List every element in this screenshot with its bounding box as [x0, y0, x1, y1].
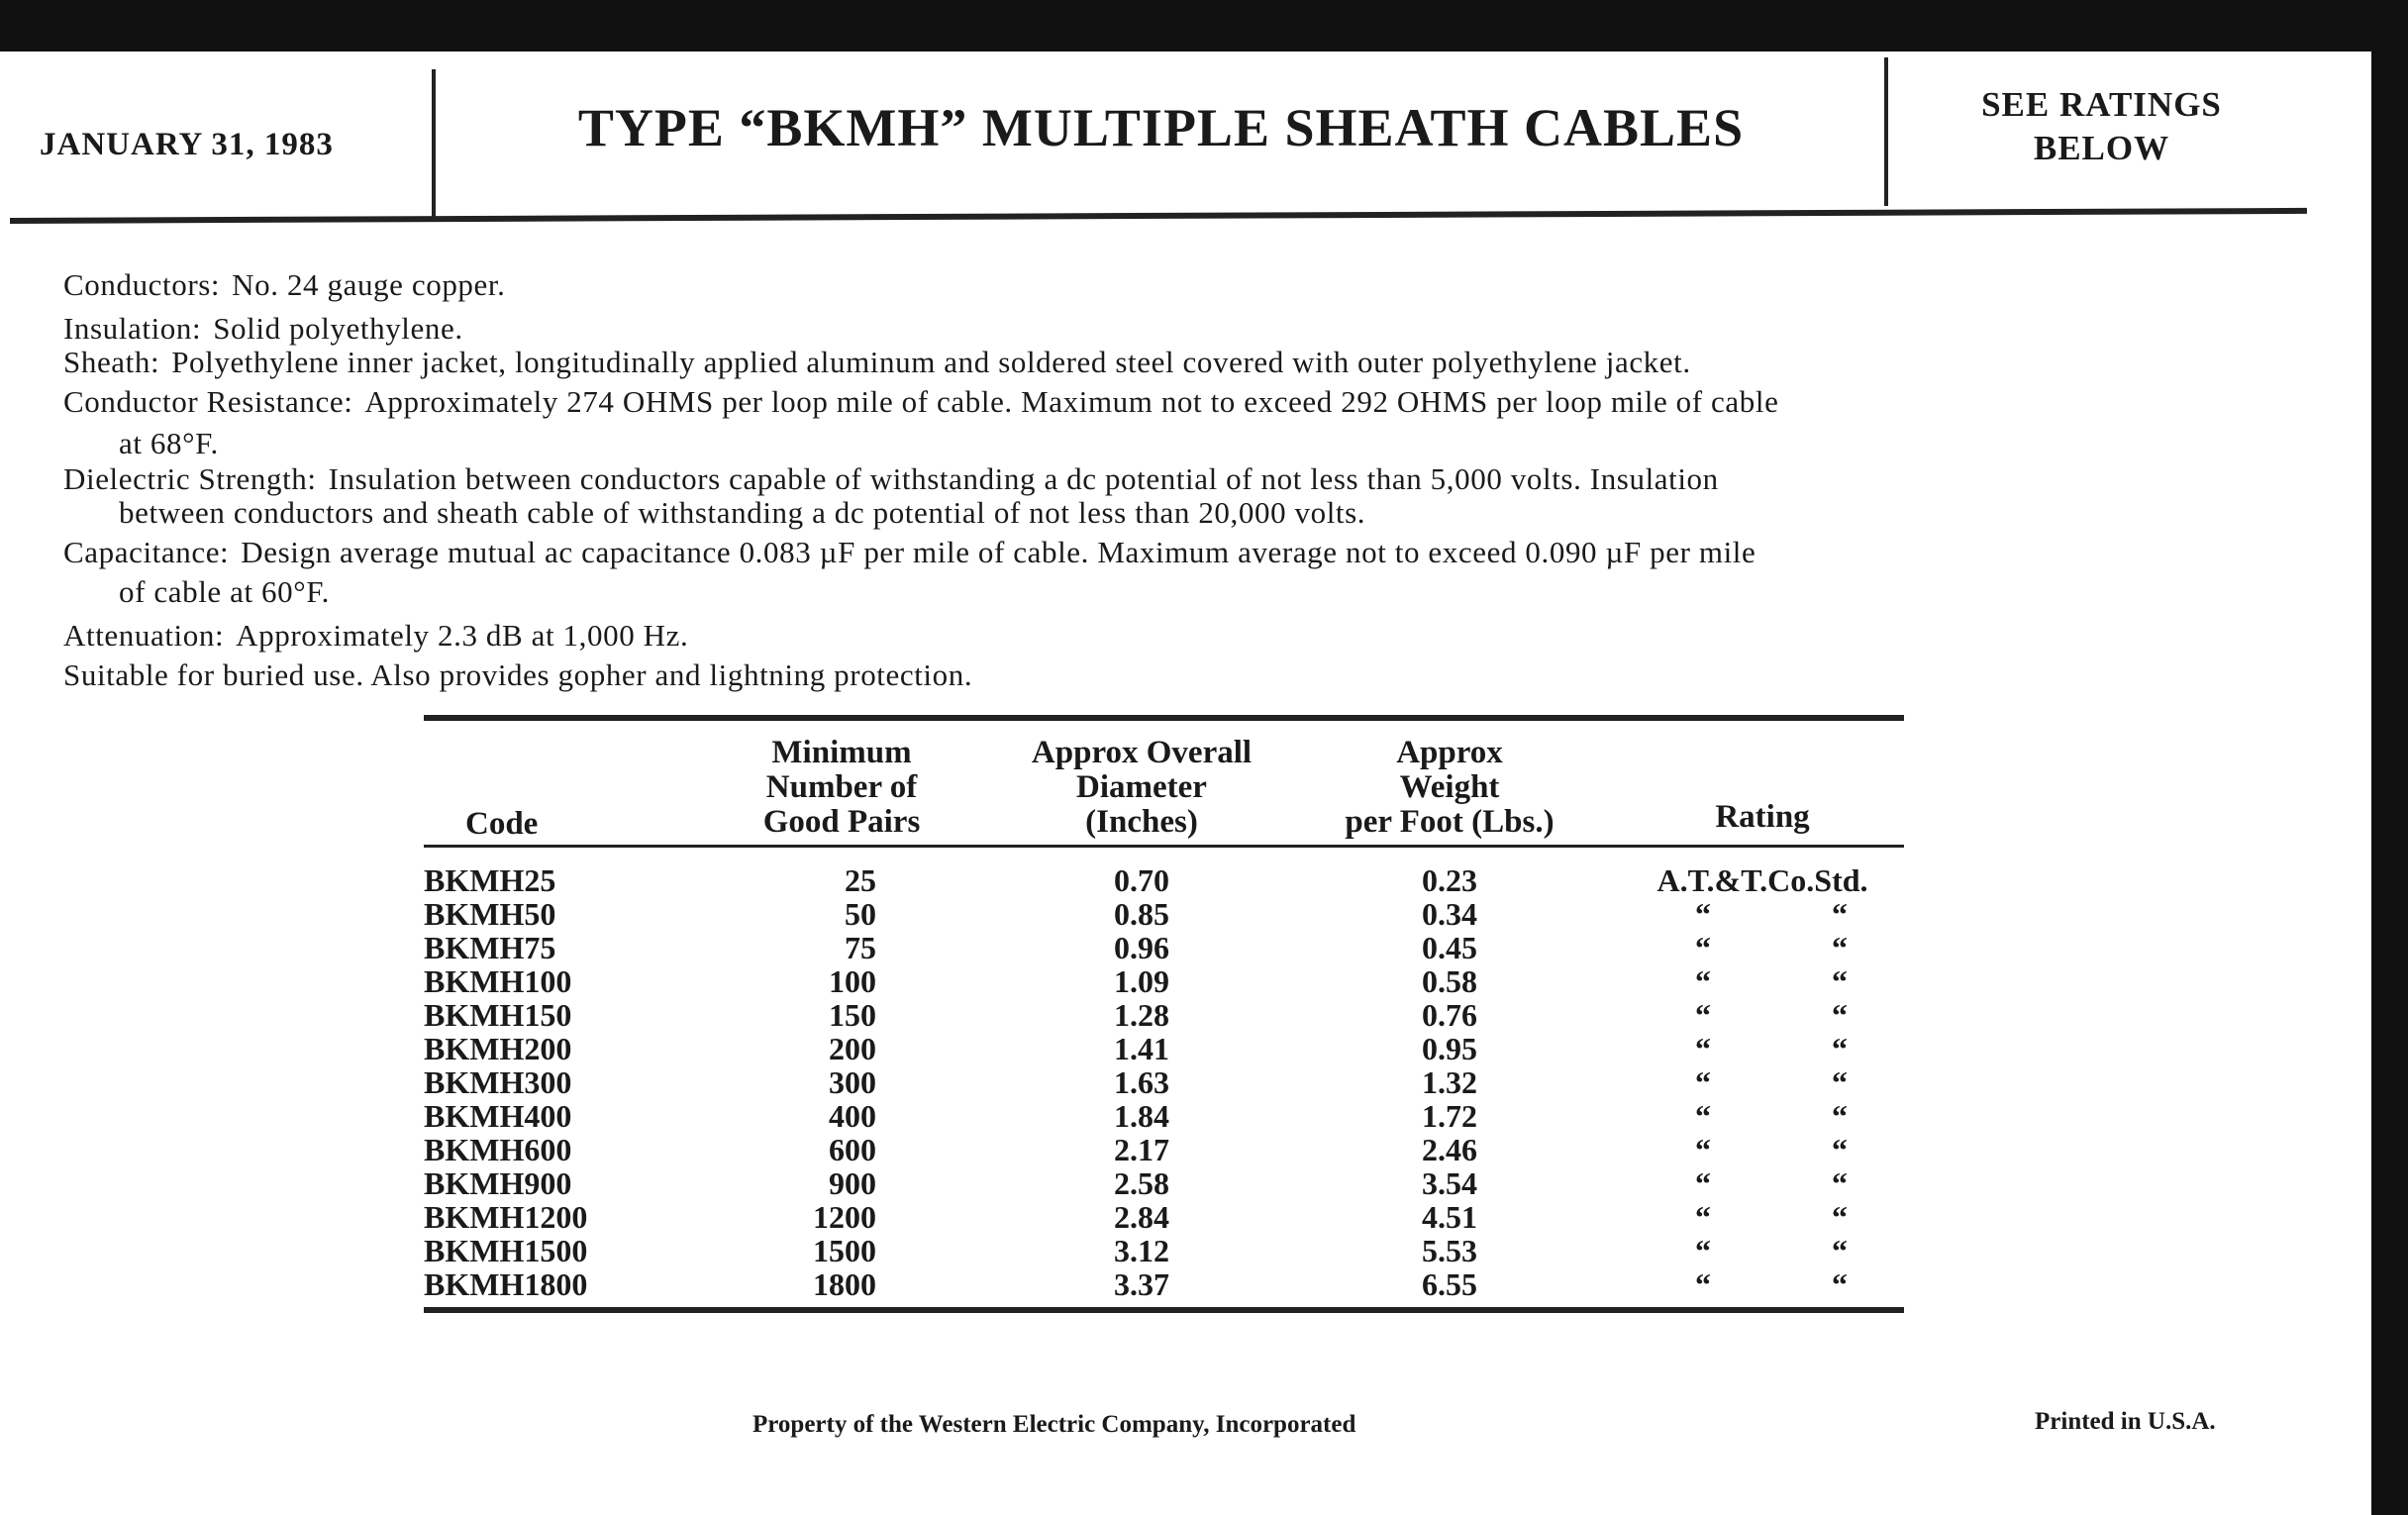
cell-rating-ditto: “: [1832, 1266, 1848, 1302]
spec-label: Capacitance:: [63, 535, 230, 569]
ratings-note-line: SEE RATINGS: [1981, 85, 2222, 124]
cell-rating-ditto: “: [1832, 963, 1848, 999]
cell-weight: 2.46: [1422, 1132, 1477, 1167]
cell-rating-ditto: “: [1832, 1031, 1848, 1066]
spec-label: Conductors:: [63, 267, 221, 302]
cell-pairs: 50: [845, 896, 876, 932]
cell-pairs: 1500: [813, 1233, 876, 1268]
header-line: Approx: [1396, 735, 1503, 770]
cell-code: BKMH400: [424, 1098, 572, 1134]
cell-rating-ditto: “: [1695, 1031, 1711, 1066]
cell-code: BKMH1200: [424, 1199, 588, 1235]
property-notice: Property of the Western Electric Company, Incorporated: [752, 1411, 1356, 1438]
cell-pairs: 150: [829, 997, 876, 1033]
cell-rating-ditto: “: [1695, 997, 1711, 1033]
cell-rating-ditto: “: [1695, 1132, 1711, 1167]
cell-code: BKMH200: [424, 1031, 572, 1066]
spec-text: Approximately 2.3 dB at 1,000 Hz.: [236, 618, 689, 653]
spec-line: [63, 345, 1691, 380]
cell-diameter: 2.84: [1114, 1199, 1169, 1235]
cell-rating-ditto: “: [1695, 1199, 1711, 1235]
spec-label: Insulation:: [63, 311, 202, 346]
cell-rating-ditto: “: [1832, 997, 1848, 1033]
header-divider: [1884, 57, 1888, 206]
cell-weight: 1.32: [1422, 1064, 1477, 1100]
spec-text: Solid polyethylene.: [213, 311, 463, 346]
cell-code: BKMH25: [424, 862, 556, 898]
col-header-code: Code: [465, 806, 539, 842]
cell-rating-ditto: “: [1832, 1165, 1848, 1201]
document-title: TYPE “BKMH” MULTIPLE SHEATH CABLES: [577, 98, 1745, 157]
cell-pairs: 400: [829, 1098, 876, 1134]
cell-pairs: 75: [845, 930, 876, 965]
spec-label: Conductor Resistance:: [63, 384, 353, 419]
scan-border-top: [0, 0, 2408, 51]
cell-diameter: 1.09: [1114, 963, 1169, 999]
spec-line: [63, 535, 1756, 570]
cell-pairs: 900: [829, 1165, 876, 1201]
cell-rating-ditto: “: [1695, 1098, 1711, 1134]
cell-diameter: 0.70: [1114, 862, 1169, 898]
cell-rating-ditto: “: [1695, 963, 1711, 999]
scan-border-right: [2371, 0, 2408, 1515]
cell-rating: A.T.&T.Co.Std.: [1656, 862, 1868, 898]
cell-pairs: 25: [845, 862, 876, 898]
cell-rating-ditto: “: [1695, 1233, 1711, 1268]
cell-code: BKMH600: [424, 1132, 572, 1167]
col-header-rating: Rating: [1715, 799, 1810, 835]
col-header-diameter: [993, 736, 1290, 840]
cell-diameter: 3.12: [1114, 1233, 1169, 1268]
col-header-pairs: [723, 736, 960, 840]
cell-diameter: 1.63: [1114, 1064, 1169, 1100]
cell-diameter: 0.96: [1114, 930, 1169, 965]
spec-text: Suitable for buried use. Also provides gopher and lightning protection.: [63, 657, 973, 692]
cell-diameter: 3.37: [1114, 1266, 1169, 1302]
cell-code: BKMH75: [424, 930, 556, 965]
spec-text: No. 24 gauge copper.: [232, 267, 506, 302]
spec-continuation: at 68°F.: [119, 426, 219, 460]
cell-weight: 4.51: [1422, 1199, 1477, 1235]
cell-rating-ditto: “: [1695, 1064, 1711, 1100]
cell-weight: 3.54: [1422, 1165, 1477, 1201]
header-line: Diameter: [1076, 769, 1207, 805]
cell-diameter: 2.58: [1114, 1165, 1169, 1201]
cell-diameter: 1.28: [1114, 997, 1169, 1033]
header-line: Approx Overall: [1031, 735, 1253, 770]
cell-pairs: 600: [829, 1132, 876, 1167]
cell-code: BKMH100: [424, 963, 572, 999]
spec-line: [63, 311, 463, 347]
cell-weight: 0.76: [1422, 997, 1477, 1033]
spec-line: [63, 461, 1719, 497]
cell-pairs: 1200: [813, 1199, 876, 1235]
table-top-rule: [424, 715, 1904, 721]
spec-line: [63, 384, 1778, 420]
cell-code: BKMH50: [424, 896, 556, 932]
cell-diameter: 1.84: [1114, 1098, 1169, 1134]
cell-pairs: 300: [829, 1064, 876, 1100]
spec-text: Polyethylene inner jacket, longitudinally applied aluminum and soldered steel covered with outer polyethylene jacket.: [171, 345, 1691, 379]
spec-continuation: of cable at 60°F.: [119, 574, 330, 609]
cell-code: BKMH150: [424, 997, 572, 1033]
cell-pairs: 200: [829, 1031, 876, 1066]
cell-rating-ditto: “: [1832, 1199, 1848, 1235]
cell-rating-ditto: “: [1832, 1233, 1848, 1268]
table-bottom-rule: [424, 1307, 1904, 1313]
spec-line: [63, 657, 972, 693]
cell-pairs: 100: [829, 963, 876, 999]
cell-weight: 0.58: [1422, 963, 1477, 999]
cell-weight: 0.95: [1422, 1031, 1477, 1066]
cell-rating-ditto: “: [1832, 1064, 1848, 1100]
cell-diameter: 2.17: [1114, 1132, 1169, 1167]
cell-weight: 1.72: [1422, 1098, 1477, 1134]
cell-weight: 0.34: [1422, 896, 1477, 932]
cell-rating-ditto: “: [1695, 1266, 1711, 1302]
spec-label: Sheath:: [63, 345, 160, 379]
ratings-note: [1891, 83, 2312, 170]
header-line: Weight: [1399, 769, 1500, 805]
cell-code: BKMH900: [424, 1165, 572, 1201]
cell-code: BKMH1800: [424, 1266, 588, 1302]
header-line: Minimum: [771, 735, 912, 770]
ratings-note-line: BELOW: [2033, 129, 2170, 167]
cell-weight: 0.45: [1422, 930, 1477, 965]
spec-text: Insulation between conductors capable of withstanding a dc potential of not less than 5,000 volts. Insulation: [328, 461, 1719, 496]
cell-code: BKMH1500: [424, 1233, 588, 1268]
cell-pairs: 1800: [813, 1266, 876, 1302]
cell-code: BKMH300: [424, 1064, 572, 1100]
header-rule: [10, 208, 2307, 224]
spec-line: [63, 618, 688, 654]
cell-rating-ditto: “: [1832, 1132, 1848, 1167]
cell-weight: 0.23: [1422, 862, 1477, 898]
cell-diameter: 0.85: [1114, 896, 1169, 932]
cell-weight: 5.53: [1422, 1233, 1477, 1268]
cell-rating-ditto: “: [1695, 930, 1711, 965]
cell-rating-ditto: “: [1695, 1165, 1711, 1201]
spec-label: Attenuation:: [63, 618, 225, 653]
spec-continuation: between conductors and sheath cable of withstanding a dc potential of not less than 20,000 volts.: [119, 495, 1366, 530]
cell-rating-ditto: “: [1832, 896, 1848, 932]
header-line: per Foot (Lbs.): [1345, 804, 1555, 840]
printed-notice: Printed in U.S.A.: [2035, 1408, 2216, 1435]
spec-label: Dielectric Strength:: [63, 461, 317, 496]
header-line: Number of: [765, 769, 918, 805]
cell-diameter: 1.41: [1114, 1031, 1169, 1066]
spec-text: Design average mutual ac capacitance 0.083 µF per mile of cable. Maximum average not to exceed 0.090 µF per mile: [241, 535, 1756, 569]
document-date: JANUARY 31, 1983: [40, 127, 334, 162]
cell-rating-ditto: “: [1832, 1098, 1848, 1134]
spec-line: [63, 267, 505, 303]
cell-weight: 6.55: [1422, 1266, 1477, 1302]
cell-rating-ditto: “: [1695, 896, 1711, 932]
spec-text: Approximately 274 OHMS per loop mile of cable. Maximum not to exceed 292 OHMS per loop mile of cable: [364, 384, 1779, 419]
cell-rating-ditto: “: [1832, 930, 1848, 965]
header-line: (Inches): [1085, 804, 1198, 840]
table-header-rule: [424, 845, 1904, 848]
header-line: Good Pairs: [762, 804, 921, 840]
col-header-weight: [1301, 736, 1598, 840]
